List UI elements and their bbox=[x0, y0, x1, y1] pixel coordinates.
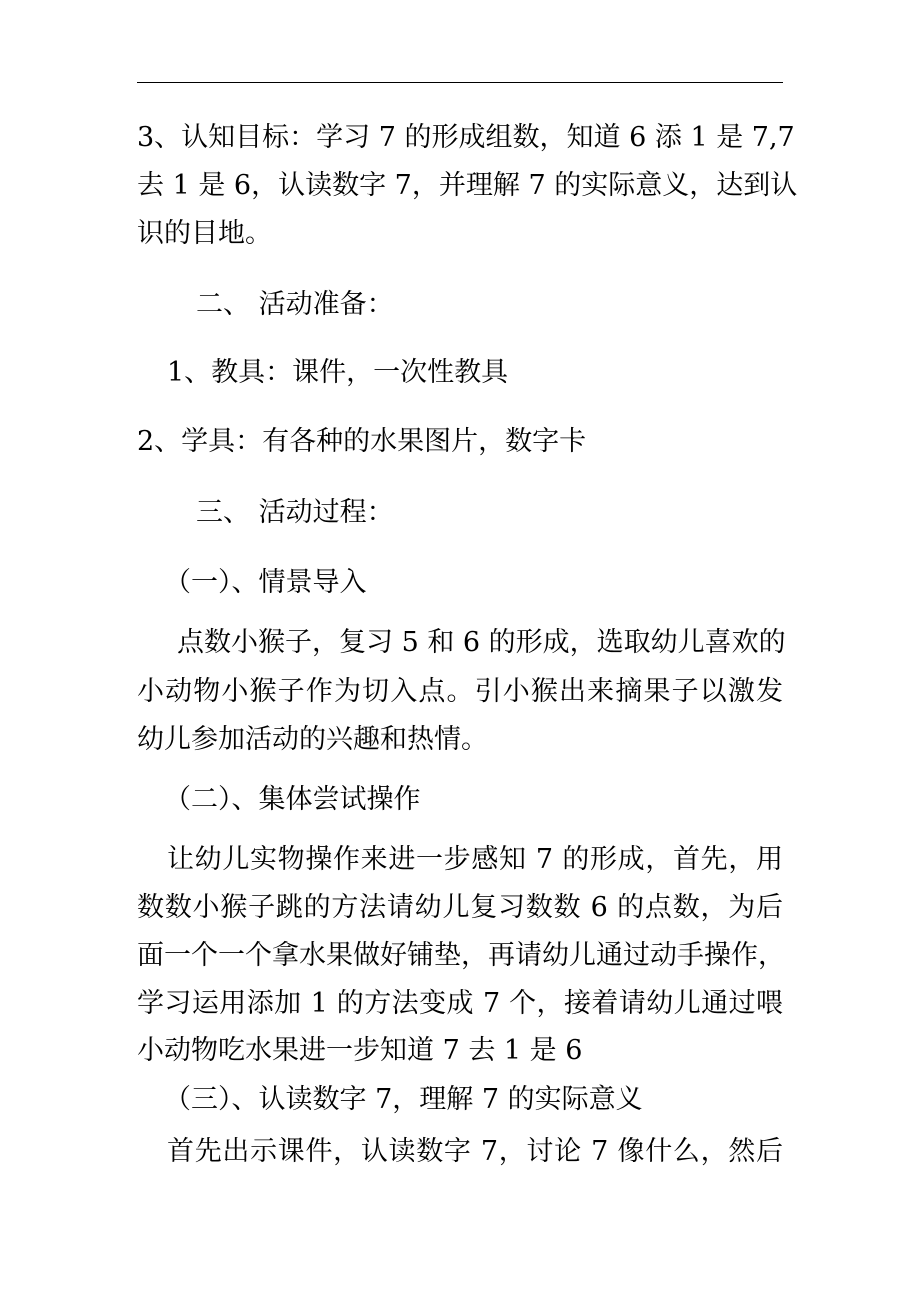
text-line: 识的目地。 bbox=[137, 218, 272, 249]
section-heading: 二、 活动准备： bbox=[196, 289, 394, 320]
subsection-heading: （二）、集体尝试操作 bbox=[164, 784, 421, 815]
header-rule bbox=[137, 82, 783, 83]
text-line: 幼儿参加活动的兴趣和热情。 bbox=[137, 724, 488, 755]
text-line: 数数小猴子跳的方法请幼儿复习数数 6 的点数，为后 bbox=[137, 892, 783, 923]
subsection-heading: （三）、认读数字 7，理解 7 的实际意义 bbox=[164, 1084, 643, 1115]
section-heading: 三、 活动过程： bbox=[196, 497, 394, 528]
text-line: 面一个一个拿水果做好铺垫，再请幼儿通过动手操作， bbox=[137, 940, 785, 971]
text-line: 去 1 是 6，认读数字 7，并理解 7 的实际意义，达到认 bbox=[137, 170, 798, 201]
text-line: 让幼儿实物操作来进一步感知 7 的形成，首先，用 bbox=[167, 844, 783, 875]
text-line: 3、认知目标：学习 7 的形成组数，知道 6 添 1 是 7,7 bbox=[137, 122, 795, 153]
text-line: 小动物小猴子作为切入点。引小猴出来摘果子以激发 bbox=[137, 676, 783, 707]
text-line: 学习运用添加 1 的方法变成 7 个，接着请幼儿通过喂 bbox=[137, 988, 783, 1019]
text-line: 首先出示课件，认读数字 7，讨论 7 像什么，然后 bbox=[167, 1136, 783, 1167]
subsection-heading: （一）、情景导入 bbox=[164, 567, 367, 598]
text-line: 点数小猴子，复习 5 和 6 的形成，选取幼儿喜欢的 bbox=[177, 627, 786, 658]
text-line: 2、学具：有各种的水果图片，数字卡 bbox=[137, 426, 587, 457]
text-line: 1、教具：课件，一次性教具 bbox=[167, 357, 509, 388]
text-line: 小动物吃水果进一步知道 7 去 1 是 6 bbox=[137, 1035, 583, 1066]
